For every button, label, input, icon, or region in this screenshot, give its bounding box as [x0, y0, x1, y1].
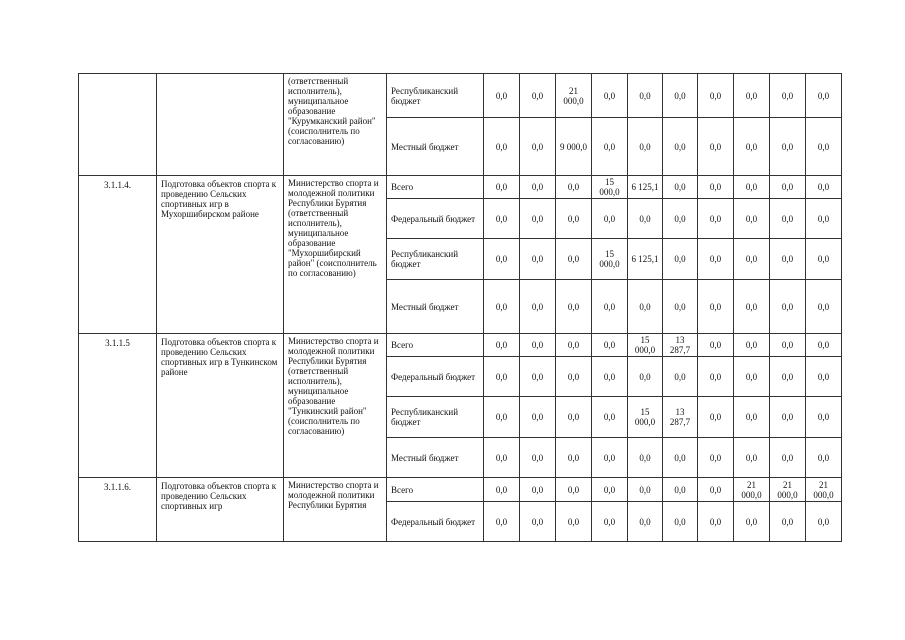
amount-cell: 0,0	[770, 502, 806, 542]
amount-cell: 0,0	[592, 334, 628, 357]
amount-cell: 0,0	[484, 176, 520, 199]
amount-cell: 0,0	[663, 280, 698, 334]
row-name	[157, 74, 284, 176]
amount-cell: 0,0	[770, 176, 806, 199]
amount-cell: 0,0	[520, 199, 556, 239]
amount-cell: 0,0	[770, 334, 806, 357]
amount-cell: 0,0	[520, 118, 556, 176]
row-executor: Министерство спорта и молодежной политики Республики Бурятия (ответственный исполнитель), муниципальное образование "Мухоршибирский район" (соисполнитель по согласованию)	[284, 176, 387, 334]
amount-cell: 21 000,0	[556, 74, 592, 118]
funding-source: Всего	[387, 334, 484, 357]
funding-source: Всего	[387, 176, 484, 199]
amount-cell: 0,0	[770, 280, 806, 334]
amount-cell: 13 287,7	[663, 397, 698, 438]
amount-cell: 0,0	[770, 239, 806, 280]
amount-cell: 6 125,1	[628, 239, 663, 280]
amount-cell: 0,0	[484, 239, 520, 280]
amount-cell: 0,0	[734, 118, 770, 176]
amount-cell: 0,0	[734, 502, 770, 542]
amount-cell: 0,0	[556, 438, 592, 478]
amount-cell: 0,0	[698, 118, 734, 176]
amount-cell: 0,0	[698, 357, 734, 397]
amount-cell: 0,0	[520, 74, 556, 118]
row-name: Подготовка объектов спорта к проведению Сельских спортивных игр в Тункинском районе	[157, 334, 284, 478]
amount-cell: 0,0	[520, 478, 556, 502]
amount-cell: 0,0	[698, 478, 734, 502]
amount-cell: 0,0	[520, 502, 556, 542]
amount-cell: 0,0	[592, 199, 628, 239]
amount-cell: 0,0	[628, 280, 663, 334]
amount-cell: 0,0	[520, 357, 556, 397]
amount-cell: 0,0	[806, 118, 842, 176]
amount-cell: 0,0	[556, 239, 592, 280]
amount-cell: 0,0	[734, 334, 770, 357]
amount-cell: 0,0	[663, 118, 698, 176]
amount-cell: 0,0	[484, 334, 520, 357]
amount-cell: 21 000,0	[806, 478, 842, 502]
amount-cell: 0,0	[698, 74, 734, 118]
amount-cell: 0,0	[663, 502, 698, 542]
amount-cell: 0,0	[556, 334, 592, 357]
amount-cell: 0,0	[520, 280, 556, 334]
amount-cell: 0,0	[484, 357, 520, 397]
funding-source: Республиканский бюджет	[387, 239, 484, 280]
amount-cell: 0,0	[484, 280, 520, 334]
amount-cell: 0,0	[520, 397, 556, 438]
amount-cell: 0,0	[698, 502, 734, 542]
amount-cell: 0,0	[734, 239, 770, 280]
amount-cell: 0,0	[734, 280, 770, 334]
amount-cell: 0,0	[484, 438, 520, 478]
amount-cell: 15 000,0	[628, 397, 663, 438]
amount-cell: 0,0	[770, 118, 806, 176]
amount-cell: 0,0	[698, 334, 734, 357]
table-row	[79, 334, 842, 357]
amount-cell: 0,0	[770, 397, 806, 438]
amount-cell: 0,0	[698, 280, 734, 334]
budget-table	[78, 73, 842, 542]
funding-source: Федеральный бюджет	[387, 502, 484, 542]
amount-cell: 15 000,0	[628, 334, 663, 357]
amount-cell: 0,0	[663, 74, 698, 118]
amount-cell: 0,0	[698, 397, 734, 438]
amount-cell: 0,0	[484, 199, 520, 239]
amount-cell: 0,0	[628, 502, 663, 542]
funding-source: Местный бюджет	[387, 438, 484, 478]
amount-cell: 0,0	[734, 176, 770, 199]
amount-cell: 0,0	[592, 74, 628, 118]
funding-source: Всего	[387, 478, 484, 502]
amount-cell: 0,0	[592, 397, 628, 438]
amount-cell: 0,0	[484, 502, 520, 542]
amount-cell: 0,0	[484, 74, 520, 118]
amount-cell: 0,0	[734, 397, 770, 438]
amount-cell: 0,0	[806, 199, 842, 239]
amount-cell: 15 000,0	[592, 239, 628, 280]
funding-source: Республиканский бюджет	[387, 74, 484, 118]
table-row	[79, 176, 842, 199]
row-name: Подготовка объектов спорта к проведению Сельских спортивных игр	[157, 478, 284, 542]
amount-cell: 0,0	[556, 176, 592, 199]
amount-cell: 0,0	[556, 199, 592, 239]
amount-cell: 0,0	[663, 176, 698, 199]
row-code	[79, 74, 157, 176]
row-executor: Министерство спорта и молодежной политики Республики Бурятия	[284, 478, 387, 542]
amount-cell: 0,0	[734, 199, 770, 239]
amount-cell: 0,0	[556, 357, 592, 397]
amount-cell: 0,0	[806, 357, 842, 397]
amount-cell: 0,0	[806, 176, 842, 199]
amount-cell: 21 000,0	[734, 478, 770, 502]
amount-cell: 0,0	[592, 478, 628, 502]
amount-cell: 0,0	[628, 74, 663, 118]
amount-cell: 0,0	[806, 239, 842, 280]
amount-cell: 0,0	[806, 74, 842, 118]
amount-cell: 6 125,1	[628, 176, 663, 199]
funding-source: Федеральный бюджет	[387, 199, 484, 239]
amount-cell: 0,0	[734, 438, 770, 478]
amount-cell: 0,0	[734, 74, 770, 118]
amount-cell: 0,0	[520, 176, 556, 199]
row-code: 3.1.1.6.	[79, 478, 157, 542]
amount-cell: 0,0	[770, 357, 806, 397]
funding-source: Федеральный бюджет	[387, 357, 484, 397]
amount-cell: 0,0	[806, 334, 842, 357]
amount-cell: 0,0	[592, 280, 628, 334]
funding-source: Местный бюджет	[387, 280, 484, 334]
amount-cell: 0,0	[484, 397, 520, 438]
amount-cell: 0,0	[628, 199, 663, 239]
funding-source: Республиканский бюджет	[387, 397, 484, 438]
amount-cell: 0,0	[698, 199, 734, 239]
amount-cell: 0,0	[663, 357, 698, 397]
amount-cell: 0,0	[770, 438, 806, 478]
amount-cell: 0,0	[556, 478, 592, 502]
amount-cell: 0,0	[556, 502, 592, 542]
amount-cell: 9 000,0	[556, 118, 592, 176]
amount-cell: 0,0	[734, 357, 770, 397]
row-executor: Министерство спорта и молодежной политики Республики Бурятия (ответственный исполнитель), муниципальное образование "Тункинский район" (соисполнитель по согласованию)	[284, 334, 387, 478]
amount-cell: 0,0	[698, 176, 734, 199]
amount-cell: 0,0	[806, 280, 842, 334]
amount-cell: 0,0	[663, 199, 698, 239]
amount-cell: 0,0	[592, 502, 628, 542]
table-body	[79, 74, 842, 542]
amount-cell: 0,0	[628, 438, 663, 478]
row-name: Подготовка объектов спорта к проведению Сельских спортивных игр в Мухоршибирском районе	[157, 176, 284, 334]
amount-cell: 0,0	[520, 438, 556, 478]
amount-cell: 0,0	[592, 357, 628, 397]
amount-cell: 0,0	[628, 357, 663, 397]
amount-cell: 0,0	[806, 397, 842, 438]
amount-cell: 0,0	[484, 118, 520, 176]
table-row	[79, 74, 842, 118]
amount-cell: 0,0	[698, 438, 734, 478]
amount-cell: 0,0	[484, 478, 520, 502]
amount-cell: 0,0	[556, 397, 592, 438]
amount-cell: 0,0	[628, 478, 663, 502]
amount-cell: 15 000,0	[592, 176, 628, 199]
amount-cell: 0,0	[806, 438, 842, 478]
amount-cell: 0,0	[556, 280, 592, 334]
table-row	[79, 478, 842, 502]
row-code: 3.1.1.5	[79, 334, 157, 478]
amount-cell: 0,0	[592, 118, 628, 176]
amount-cell: 0,0	[806, 502, 842, 542]
amount-cell: 0,0	[698, 239, 734, 280]
amount-cell: 0,0	[592, 438, 628, 478]
amount-cell: 0,0	[520, 239, 556, 280]
amount-cell: 0,0	[770, 74, 806, 118]
amount-cell: 0,0	[628, 118, 663, 176]
row-executor: (ответственный исполнитель), муниципальное образование "Курумканский район" (соисполнитель по согласованию)	[284, 74, 387, 176]
amount-cell: 0,0	[663, 478, 698, 502]
amount-cell: 0,0	[663, 239, 698, 280]
amount-cell: 0,0	[520, 334, 556, 357]
amount-cell: 0,0	[770, 199, 806, 239]
amount-cell: 0,0	[663, 438, 698, 478]
amount-cell: 21 000,0	[770, 478, 806, 502]
row-code: 3.1.1.4.	[79, 176, 157, 334]
amount-cell: 13 287,7	[663, 334, 698, 357]
funding-source: Местный бюджет	[387, 118, 484, 176]
